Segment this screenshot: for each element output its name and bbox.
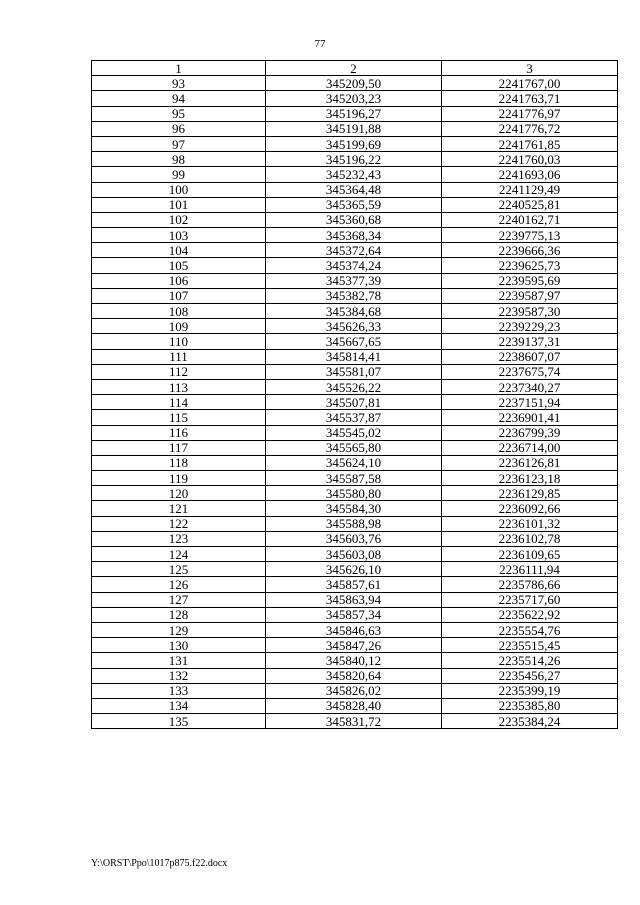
point-number-cell: 121 bbox=[92, 501, 266, 516]
y-coordinate-cell: 2236102,78 bbox=[442, 531, 618, 546]
x-coordinate-cell: 345196,27 bbox=[266, 106, 442, 121]
y-coordinate-cell: 2235456,27 bbox=[442, 668, 618, 683]
x-coordinate-cell: 345840,12 bbox=[266, 653, 442, 668]
point-number-cell: 118 bbox=[92, 455, 266, 470]
x-coordinate-cell: 345587,58 bbox=[266, 471, 442, 486]
point-number-cell: 96 bbox=[92, 121, 266, 136]
table-row bbox=[92, 622, 618, 637]
point-number-cell: 94 bbox=[92, 91, 266, 106]
table-row bbox=[92, 562, 618, 577]
x-coordinate-cell: 345857,61 bbox=[266, 577, 442, 592]
x-coordinate-cell: 345826,02 bbox=[266, 683, 442, 698]
table-row bbox=[92, 228, 618, 243]
y-coordinate-cell: 2236129,85 bbox=[442, 486, 618, 501]
x-coordinate-cell: 345603,76 bbox=[266, 531, 442, 546]
x-coordinate-cell: 345377,39 bbox=[266, 273, 442, 288]
point-number-cell: 93 bbox=[92, 76, 266, 91]
y-coordinate-cell: 2239229,23 bbox=[442, 319, 618, 334]
header-col-3: 3 bbox=[442, 61, 618, 76]
table-row bbox=[92, 577, 618, 592]
table-row bbox=[92, 91, 618, 106]
y-coordinate-cell: 2235786,66 bbox=[442, 577, 618, 592]
point-number-cell: 100 bbox=[92, 182, 266, 197]
y-coordinate-cell: 2236714,00 bbox=[442, 440, 618, 455]
point-number-cell: 112 bbox=[92, 364, 266, 379]
x-coordinate-cell: 345374,24 bbox=[266, 258, 442, 273]
table-row bbox=[92, 182, 618, 197]
y-coordinate-cell: 2237340,27 bbox=[442, 379, 618, 394]
y-coordinate-cell: 2235399,19 bbox=[442, 683, 618, 698]
x-coordinate-cell: 345828,40 bbox=[266, 698, 442, 713]
table-row bbox=[92, 167, 618, 182]
table-row bbox=[92, 531, 618, 546]
y-coordinate-cell: 2239775,13 bbox=[442, 228, 618, 243]
table-header bbox=[92, 61, 618, 76]
y-coordinate-cell: 2241767,00 bbox=[442, 76, 618, 91]
x-coordinate-cell: 345565,80 bbox=[266, 440, 442, 455]
x-coordinate-cell: 345581,07 bbox=[266, 364, 442, 379]
point-number-cell: 135 bbox=[92, 714, 266, 729]
y-coordinate-cell: 2239595,69 bbox=[442, 273, 618, 288]
table-row bbox=[92, 440, 618, 455]
y-coordinate-cell: 2236101,32 bbox=[442, 516, 618, 531]
point-number-cell: 99 bbox=[92, 167, 266, 182]
page-number: 77 bbox=[314, 38, 326, 50]
point-number-cell: 120 bbox=[92, 486, 266, 501]
table-row bbox=[92, 607, 618, 622]
point-number-cell: 104 bbox=[92, 243, 266, 258]
x-coordinate-cell: 345863,94 bbox=[266, 592, 442, 607]
x-coordinate-cell: 345584,30 bbox=[266, 501, 442, 516]
y-coordinate-cell: 2235717,60 bbox=[442, 592, 618, 607]
y-coordinate-cell: 2236126,81 bbox=[442, 455, 618, 470]
point-number-cell: 95 bbox=[92, 106, 266, 121]
x-coordinate-cell: 345196,22 bbox=[266, 152, 442, 167]
x-coordinate-cell: 345203,23 bbox=[266, 91, 442, 106]
y-coordinate-cell: 2235384,24 bbox=[442, 714, 618, 729]
header-col-1: 1 bbox=[92, 61, 266, 76]
x-coordinate-cell: 345232,43 bbox=[266, 167, 442, 182]
point-number-cell: 134 bbox=[92, 698, 266, 713]
y-coordinate-cell: 2236901,41 bbox=[442, 410, 618, 425]
x-coordinate-cell: 345847,26 bbox=[266, 638, 442, 653]
y-coordinate-cell: 2239137,31 bbox=[442, 334, 618, 349]
x-coordinate-cell: 345364,48 bbox=[266, 182, 442, 197]
table-row bbox=[92, 334, 618, 349]
table-row bbox=[92, 197, 618, 212]
table-row bbox=[92, 547, 618, 562]
point-number-cell: 133 bbox=[92, 683, 266, 698]
x-coordinate-cell: 345603,08 bbox=[266, 547, 442, 562]
y-coordinate-cell: 2235385,80 bbox=[442, 698, 618, 713]
y-coordinate-cell: 2241776,97 bbox=[442, 106, 618, 121]
table-row bbox=[92, 379, 618, 394]
y-coordinate-cell: 2236123,18 bbox=[442, 471, 618, 486]
point-number-cell: 113 bbox=[92, 379, 266, 394]
point-number-cell: 116 bbox=[92, 425, 266, 440]
table-row bbox=[92, 395, 618, 410]
x-coordinate-cell: 345382,78 bbox=[266, 288, 442, 303]
table-row bbox=[92, 653, 618, 668]
table-row bbox=[92, 455, 618, 470]
table-row bbox=[92, 683, 618, 698]
x-coordinate-cell: 345831,72 bbox=[266, 714, 442, 729]
point-number-cell: 127 bbox=[92, 592, 266, 607]
x-coordinate-cell: 345191,88 bbox=[266, 121, 442, 136]
y-coordinate-cell: 2239666,36 bbox=[442, 243, 618, 258]
x-coordinate-cell: 345199,69 bbox=[266, 136, 442, 151]
x-coordinate-cell: 345365,59 bbox=[266, 197, 442, 212]
x-coordinate-cell: 345626,33 bbox=[266, 319, 442, 334]
x-coordinate-cell: 345372,64 bbox=[266, 243, 442, 258]
y-coordinate-cell: 2240162,71 bbox=[442, 212, 618, 227]
y-coordinate-cell: 2241776,72 bbox=[442, 121, 618, 136]
point-number-cell: 97 bbox=[92, 136, 266, 151]
point-number-cell: 129 bbox=[92, 622, 266, 637]
table-row bbox=[92, 136, 618, 151]
y-coordinate-cell: 2239587,97 bbox=[442, 288, 618, 303]
x-coordinate-cell: 345526,22 bbox=[266, 379, 442, 394]
y-coordinate-cell: 2236799,39 bbox=[442, 425, 618, 440]
y-coordinate-cell: 2240525,81 bbox=[442, 197, 618, 212]
point-number-cell: 124 bbox=[92, 547, 266, 562]
point-number-cell: 114 bbox=[92, 395, 266, 410]
y-coordinate-cell: 2235622,92 bbox=[442, 607, 618, 622]
table-body bbox=[92, 76, 618, 729]
point-number-cell: 123 bbox=[92, 531, 266, 546]
table-row bbox=[92, 410, 618, 425]
point-number-cell: 132 bbox=[92, 668, 266, 683]
header-col-2: 2 bbox=[266, 61, 442, 76]
point-number-cell: 131 bbox=[92, 653, 266, 668]
table-row bbox=[92, 501, 618, 516]
point-number-cell: 117 bbox=[92, 440, 266, 455]
y-coordinate-cell: 2239625,73 bbox=[442, 258, 618, 273]
x-coordinate-cell: 345368,34 bbox=[266, 228, 442, 243]
x-coordinate-cell: 345209,50 bbox=[266, 76, 442, 91]
x-coordinate-cell: 345507,81 bbox=[266, 395, 442, 410]
point-number-cell: 128 bbox=[92, 607, 266, 622]
y-coordinate-cell: 2237151,94 bbox=[442, 395, 618, 410]
y-coordinate-cell: 2241693,06 bbox=[442, 167, 618, 182]
y-coordinate-cell: 2236109,65 bbox=[442, 547, 618, 562]
x-coordinate-cell: 345537,87 bbox=[266, 410, 442, 425]
x-coordinate-cell: 345545,02 bbox=[266, 425, 442, 440]
y-coordinate-cell: 2239587,30 bbox=[442, 304, 618, 319]
table-row bbox=[92, 76, 618, 91]
point-number-cell: 126 bbox=[92, 577, 266, 592]
y-coordinate-cell: 2241761,85 bbox=[442, 136, 618, 151]
header-row bbox=[92, 61, 618, 76]
x-coordinate-cell: 345624,10 bbox=[266, 455, 442, 470]
table-row bbox=[92, 258, 618, 273]
y-coordinate-cell: 2235554,76 bbox=[442, 622, 618, 637]
table-row bbox=[92, 425, 618, 440]
point-number-cell: 119 bbox=[92, 471, 266, 486]
table-row bbox=[92, 638, 618, 653]
y-coordinate-cell: 2235515,45 bbox=[442, 638, 618, 653]
table-row bbox=[92, 714, 618, 729]
table-row bbox=[92, 668, 618, 683]
y-coordinate-cell: 2241760,03 bbox=[442, 152, 618, 167]
table-row bbox=[92, 364, 618, 379]
point-number-cell: 122 bbox=[92, 516, 266, 531]
x-coordinate-cell: 345846,63 bbox=[266, 622, 442, 637]
x-coordinate-cell: 345857,34 bbox=[266, 607, 442, 622]
table-row bbox=[92, 304, 618, 319]
table-row bbox=[92, 349, 618, 364]
x-coordinate-cell: 345588,98 bbox=[266, 516, 442, 531]
point-number-cell: 111 bbox=[92, 349, 266, 364]
point-number-cell: 105 bbox=[92, 258, 266, 273]
coordinates-table bbox=[91, 60, 618, 729]
table-row bbox=[92, 516, 618, 531]
point-number-cell: 115 bbox=[92, 410, 266, 425]
x-coordinate-cell: 345580,80 bbox=[266, 486, 442, 501]
table-row bbox=[92, 288, 618, 303]
x-coordinate-cell: 345667,65 bbox=[266, 334, 442, 349]
footer-file-path: Y:\ORST\Ppo\1017p875.f22.docx bbox=[91, 858, 228, 869]
table-row bbox=[92, 106, 618, 121]
y-coordinate-cell: 2238607,07 bbox=[442, 349, 618, 364]
y-coordinate-cell: 2237675,74 bbox=[442, 364, 618, 379]
y-coordinate-cell: 2241129,49 bbox=[442, 182, 618, 197]
point-number-cell: 102 bbox=[92, 212, 266, 227]
x-coordinate-cell: 345814,41 bbox=[266, 349, 442, 364]
table-row bbox=[92, 243, 618, 258]
point-number-cell: 108 bbox=[92, 304, 266, 319]
table-row bbox=[92, 471, 618, 486]
point-number-cell: 110 bbox=[92, 334, 266, 349]
table-row bbox=[92, 319, 618, 334]
point-number-cell: 103 bbox=[92, 228, 266, 243]
table-row bbox=[92, 486, 618, 501]
table-row bbox=[92, 121, 618, 136]
point-number-cell: 106 bbox=[92, 273, 266, 288]
y-coordinate-cell: 2241763,71 bbox=[442, 91, 618, 106]
point-number-cell: 109 bbox=[92, 319, 266, 334]
x-coordinate-cell: 345626,10 bbox=[266, 562, 442, 577]
y-coordinate-cell: 2236092,66 bbox=[442, 501, 618, 516]
y-coordinate-cell: 2236111,94 bbox=[442, 562, 618, 577]
table-row bbox=[92, 273, 618, 288]
x-coordinate-cell: 345360,68 bbox=[266, 212, 442, 227]
point-number-cell: 130 bbox=[92, 638, 266, 653]
table-row bbox=[92, 152, 618, 167]
point-number-cell: 98 bbox=[92, 152, 266, 167]
table-row bbox=[92, 698, 618, 713]
point-number-cell: 101 bbox=[92, 197, 266, 212]
y-coordinate-cell: 2235514,26 bbox=[442, 653, 618, 668]
x-coordinate-cell: 345820,64 bbox=[266, 668, 442, 683]
table-row bbox=[92, 212, 618, 227]
x-coordinate-cell: 345384,68 bbox=[266, 304, 442, 319]
point-number-cell: 107 bbox=[92, 288, 266, 303]
table-row bbox=[92, 592, 618, 607]
point-number-cell: 125 bbox=[92, 562, 266, 577]
